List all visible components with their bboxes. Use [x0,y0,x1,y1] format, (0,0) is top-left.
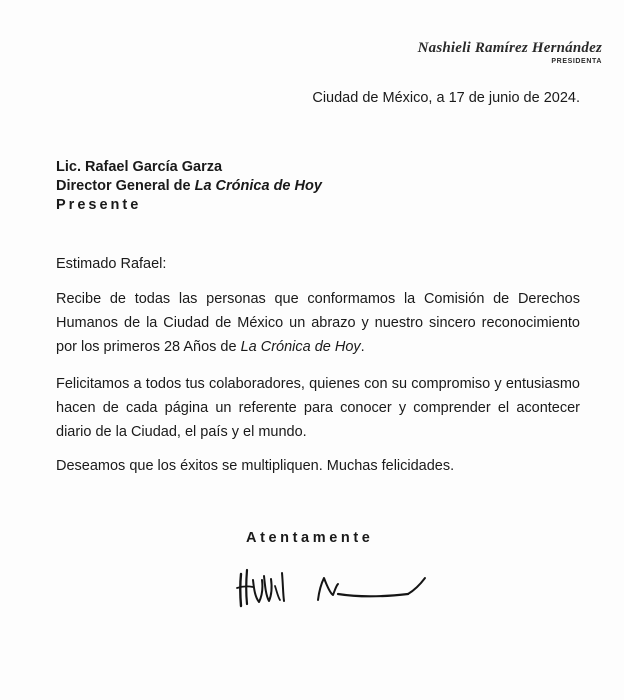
paragraph-recognition-text: Recibe de todas las personas que conformamos la Comisión de Derechos Humanos de la Ciudad de México un abrazo y nuestro sincero reconocimiento por los primeros 28 Años de [56,291,580,355]
greeting: Estimado Rafael: [56,256,167,272]
letter-date: Ciudad de México, a 17 de junio de 2024. [312,90,580,106]
paragraph-recognition-end: . [360,339,365,355]
paragraph-recognition-publication: La Crónica de Hoy [240,339,361,355]
recipient-title [56,177,322,196]
paragraph-wishes: Deseamos que los éxitos se multipliquen. Muchas felicidades. [56,458,455,474]
closing-atentamente: Atentamente [246,530,374,546]
paragraph-congratulations: Felicitamos a todos tus colaboradores, quienes con su compromiso y entusiasmo hacen de cada página un referente para conocer y comprender el acontecer diario de la Ciudad, el país y el mundo. [56,376,580,440]
letterhead [418,40,602,65]
recipient-block [56,158,322,215]
paragraph-recognition [56,287,580,359]
recipient-presente: Presente [56,197,142,213]
recipient-title-prefix: Director General de [56,178,195,194]
recipient-name: Lic. Rafael García Garza [56,159,223,175]
recipient-publication: La Crónica de Hoy [194,178,322,194]
letterhead-name: Nashieli Ramírez Hernández [417,40,602,56]
signature [232,564,442,612]
letterhead-role: PRESIDENTA [551,58,602,65]
